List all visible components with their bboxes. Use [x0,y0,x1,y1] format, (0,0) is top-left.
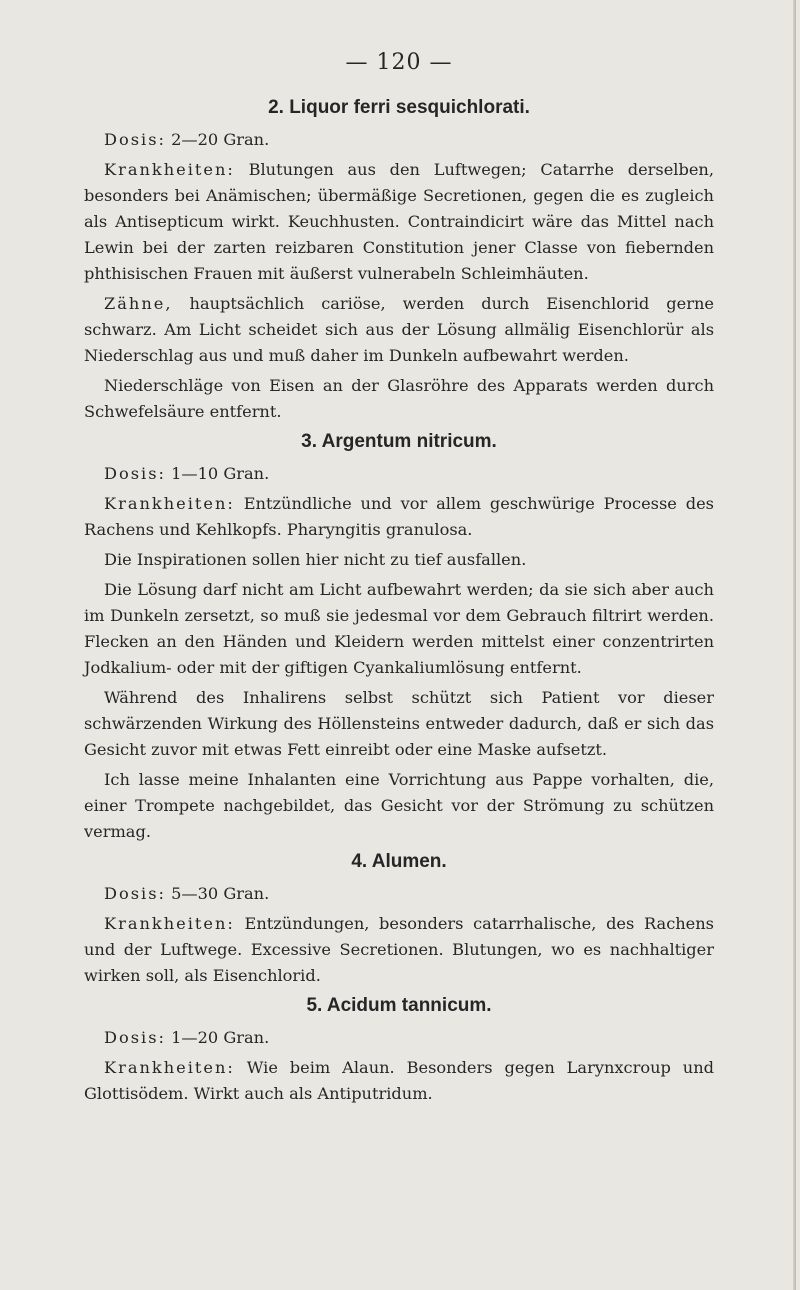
paragraph-text: hauptsächlich cariöse, werden durch Eisenchlorid gerne schwarz. Am Licht scheidet sich aus der Lösung allmälig Eisenchlorür als Niederschlag aus und muß daher im Dunkeln aufbewahrt werden. [84,294,714,365]
paragraph-text: Die Inspirationen sollen hier nicht zu tief ausfallen. [104,550,527,569]
paragraph [84,491,714,543]
paragraph [84,547,714,573]
paragraph [84,577,714,681]
paragraph-text: 2—20 Gran. [165,130,270,149]
paragraph-label: Dosis: [104,1028,166,1047]
paragraph-label: Krankheiten: [104,494,235,513]
section-alumen [84,851,714,989]
paragraph-text: Entzündungen, besonders catarrhalische, des Rachens und der Luftwege. Excessive Secretionen. Blutungen, wo es nachhaltiger wirken soll, als Eisenchlorid. [84,914,714,985]
paragraph-text: Entzündliche und vor allem geschwürige Processe des Rachens und Kehlkopfs. Pharyngitis granulosa. [84,494,714,539]
paragraph-label: Krankheiten: [104,160,235,179]
paragraph [84,157,714,287]
paragraph-label: Krankheiten: [104,914,235,933]
paragraph [84,291,714,369]
paragraph [84,911,714,989]
paragraph [84,127,714,153]
paragraph [84,881,714,907]
paragraph-text: Niederschläge von Eisen an der Glasröhre des Apparats werden durch Schwefelsäure entfernt. [84,376,714,421]
paragraph-text: Die Lösung darf nicht am Licht aufbewahrt werden; da sie sich aber auch im Dunkeln zersetzt, so muß sie jedesmal vor dem Gebrauch filtrirt werden. Flecken an den Händen und Kleidern werden mittelst einer conzentrirten Jodkalium- oder mit der giftigen Cyankaliumlösung entfernt. [84,580,714,677]
section-heading: 5. Acidum tannicum. [306,995,492,1016]
page-edge [793,0,796,1290]
section-liquor-ferri [84,97,714,425]
paragraph [84,1055,714,1107]
paragraph-label: Dosis: [104,464,166,483]
paragraph-label: Dosis: [104,130,166,149]
paragraph [84,461,714,487]
section-acidum-tannicum [84,995,714,1107]
paragraph-text: Ich lasse meine Inhalanten eine Vorrichtung aus Pappe vorhalten, die, einer Trompete nachgebildet, das Gesicht vor der Strömung zu schützen vermag. [84,770,714,841]
paragraph-text: 1—10 Gran. [165,464,270,483]
paragraph-text: 5—30 Gran. [165,884,270,903]
page-number: — 120 — [345,50,453,75]
section-heading: 2. Liquor ferri sesquichlorati. [268,97,530,118]
paragraph [84,1025,714,1051]
paragraph-label: Dosis: [104,884,166,903]
section-heading: 3. Argentum nitricum. [301,431,497,452]
paragraph-text: 1—20 Gran. [165,1028,270,1047]
paragraph [84,767,714,845]
paragraph [84,373,714,425]
paragraph-text: Wie beim Alaun. Besonders gegen Larynxcroup und Glottisödem. Wirkt auch als Antiputridum. [84,1058,714,1103]
section-argentum-nitricum [84,431,714,845]
paragraph-label: Krankheiten: [104,1058,235,1077]
paragraph [84,685,714,763]
paragraph-text: Während des Inhalirens selbst schützt sich Patient vor dieser schwärzenden Wirkung des Höllensteins entweder dadurch, daß er sich das Gesicht zuvor mit etwas Fett einreibt oder eine Maske aufsetzt. [84,688,714,759]
section-heading: 4. Alumen. [351,851,447,872]
paragraph-label: Zähne, [104,294,173,313]
paragraph-text: Blutungen aus den Luftwegen; Catarrhe derselben, besonders bei Anämischen; übermäßige Secretionen, gegen die es zugleich als Antisepticum wirkt. Keuchhusten. Contraindicirt wäre das Mittel nach Lewin bei der zarten reizbaren Constitution jener Classe von fiebernden phthisischen Frauen mit äußerst vulnerabeln Schleimhäuten. [84,160,714,283]
